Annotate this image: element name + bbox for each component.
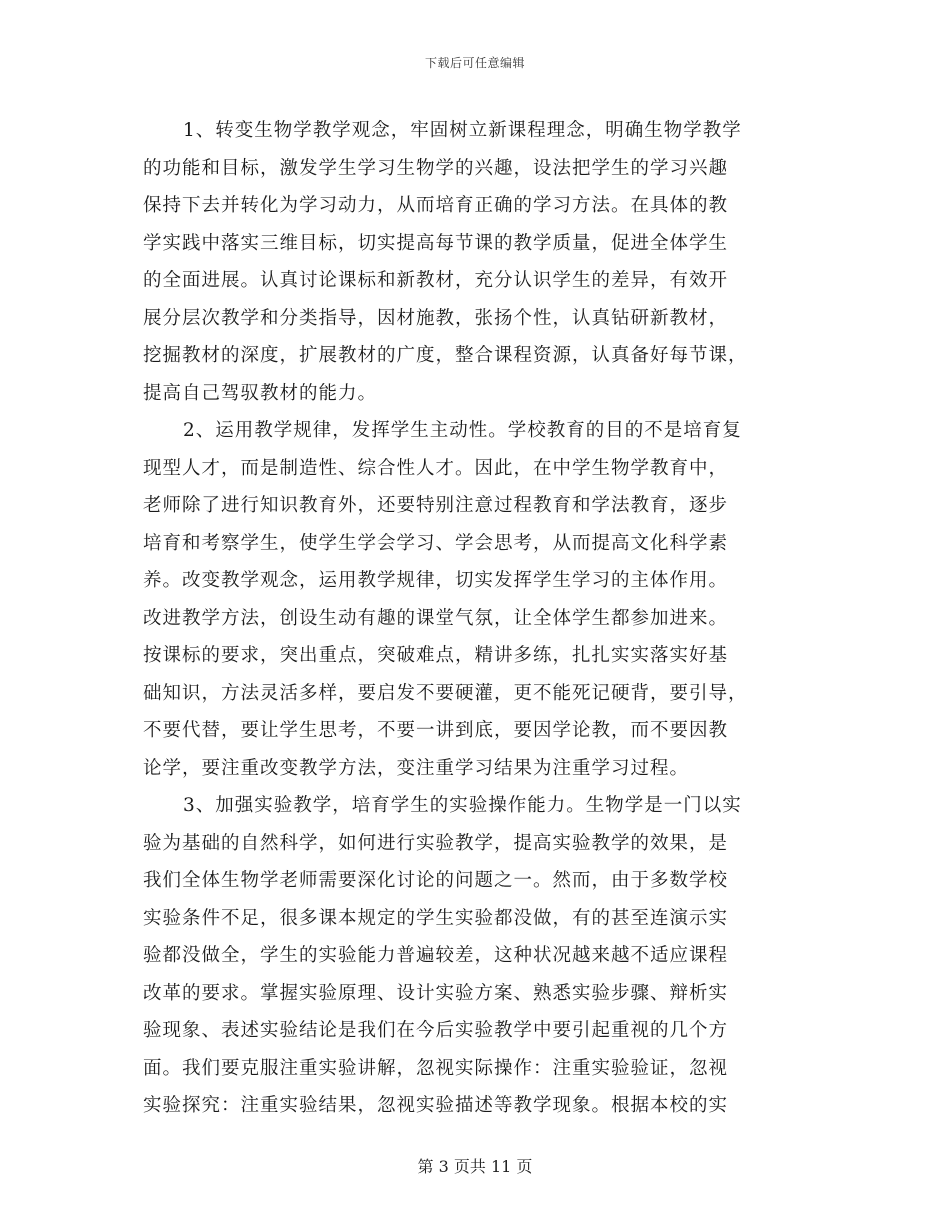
text-line: 验现象、表述实验结论是我们在今后实验教学中要引起重视的几个方: [143, 1020, 729, 1041]
document-body: [143, 112, 807, 1125]
text-line: 的全面进展。认真讨论课标和新教材，充分认识学生的差异，有效开: [143, 270, 729, 291]
text-line: 学实践中落实三维目标，切实提高每节课的教学质量，促进全体学生: [143, 232, 729, 254]
page-header: 下载后可任意编辑: [424, 56, 525, 70]
paragraph-2: [143, 412, 807, 787]
text-line: 实验条件不足，很多课本规定的学生实验都没做，有的甚至连演示实: [143, 907, 729, 929]
text-line: 改进教学方法，创设生动有趣的课堂气氛，让全体学生都参加进来。: [143, 607, 729, 629]
text-line: 老师除了进行知识教育外，还要特别注意过程教育和学法教育，逐步: [143, 495, 729, 516]
text-line: 保持下去并转化为学习动力，从而培育正确的学习方法。在具体的教: [143, 195, 729, 216]
text-line: 培育和考察学生，使学生学会学习、学会思考，从而提高文化科学素: [143, 532, 729, 554]
text-line: 实验探究：注重实验结果，忽视实验描述等教学现象。根据本校的实: [143, 1095, 729, 1116]
paragraph-3: [143, 787, 807, 1125]
text-line: 论学，要注重改变教学方法，变注重学习结果为注重学习过程。: [143, 757, 690, 779]
text-line: 按课标的要求，突出重点，突破难点，精讲多练，扎扎实实落实好基: [143, 645, 729, 666]
text-line: 验为基础的自然科学，如何进行实验教学，提高实验教学的效果，是: [143, 832, 729, 854]
paragraph-1: [143, 112, 807, 412]
text-line: 3、加强实验教学，培育学生的实验操作能力。生物学是一门以实: [183, 795, 742, 816]
page-footer: 第 3 页共 11 页: [417, 1157, 533, 1176]
text-line: 1、转变生物学教学观念，牢固树立新课程理念，明确生物学教学: [183, 120, 742, 141]
text-line: 挖掘教材的深度，扩展教材的广度，整合课程资源，认真备好每节课，: [143, 345, 748, 366]
text-line: 的功能和目标，激发学生学习生物学的兴趣，设法把学生的学习兴趣: [143, 157, 729, 179]
text-line: 我们全体生物学老师需要深化讨论的问题之一。然而，由于多数学校: [143, 870, 729, 891]
text-line: 面。我们要克服注重实验讲解，忽视实际操作：注重实验验证，忽视: [143, 1057, 729, 1079]
text-line: 养。改变教学观念，运用教学规律，切实发挥学生学习的主体作用。: [143, 570, 729, 591]
text-line: 现型人才，而是制造性、综合性人才。因此，在中学生物学教育中，: [143, 457, 729, 479]
text-line: 提高自己驾驭教材的能力。: [143, 382, 378, 404]
text-line: 展分层次教学和分类指导，因材施教，张扬个性，认真钻研新教材，: [143, 307, 729, 329]
text-line: 不要代替，要让学生思考，不要一讲到底，要因学论教，而不要因教: [143, 720, 729, 741]
text-line: 改革的要求。掌握实验原理、设计实验方案、熟悉实验步骤、辩析实: [143, 982, 729, 1004]
text-line: 验都没做全，学生的实验能力普遍较差，这种状况越来越不适应课程: [143, 945, 729, 966]
text-line: 础知识，方法灵活多样，要启发不要硬灌，更不能死记硬背，要引导，: [143, 682, 748, 704]
text-line: 2、运用教学规律，发挥学生主动性。学校教育的目的不是培育复: [183, 420, 742, 441]
